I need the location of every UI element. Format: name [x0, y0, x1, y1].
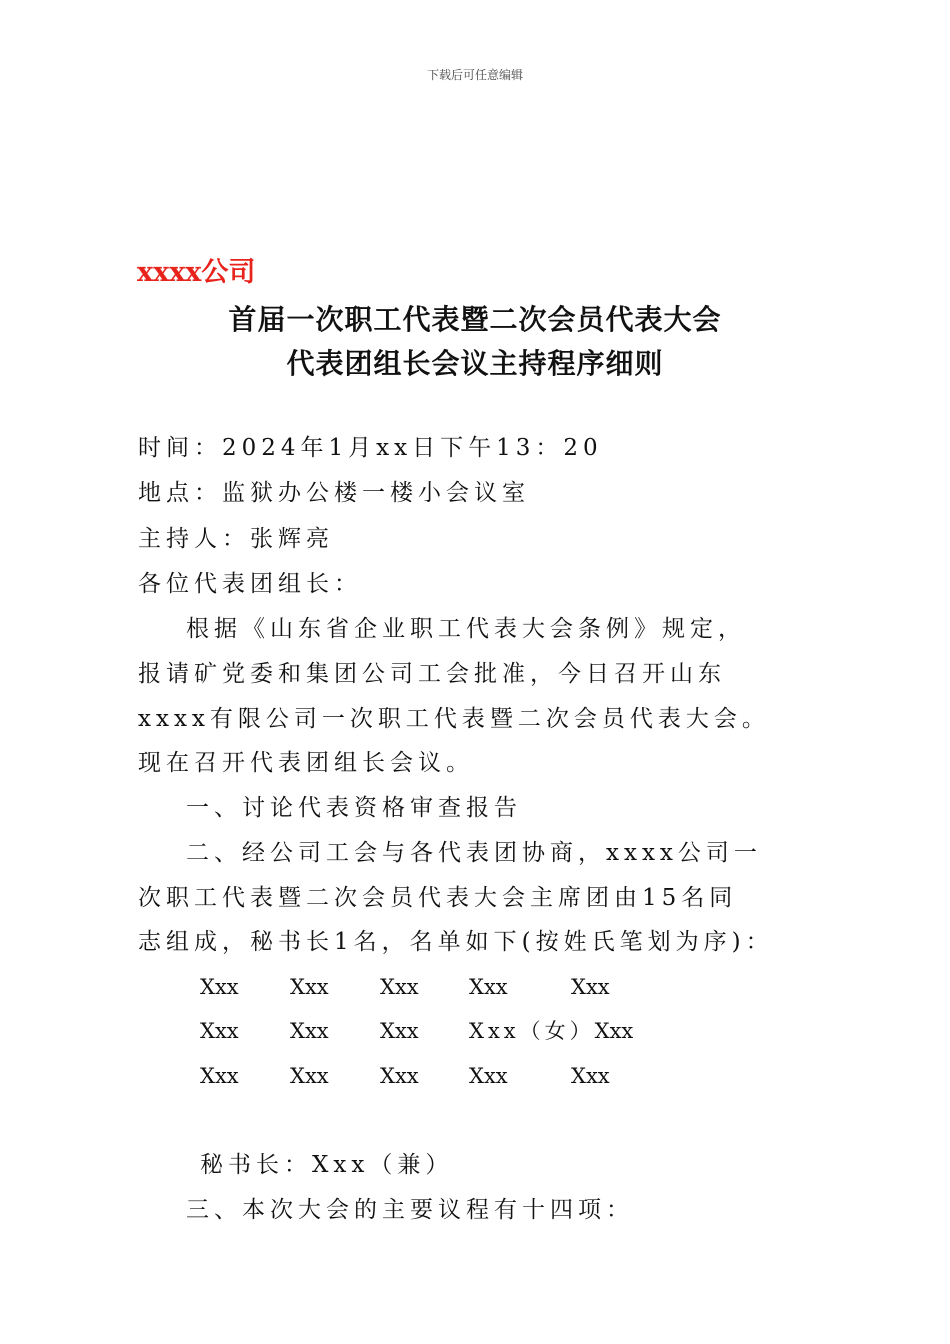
presidium-member: Xxx: [469, 975, 508, 999]
header-note: 下载后可任意编辑: [426, 68, 523, 82]
paragraph-line: xxxx有限公司一次职工代表暨二次会员代表大会。: [138, 706, 770, 732]
presidium-member: Xxx: [571, 1064, 610, 1088]
meeting-time: 时间：2024年1月xx日下午13：20: [138, 435, 603, 461]
presidium-member: Xxx: [380, 975, 419, 999]
name-row-3: [200, 1061, 610, 1091]
document-title-line-2: 代表团组长会议主持程序细则: [286, 347, 664, 380]
meeting-place: 地点：监狱办公楼一楼小会议室: [138, 480, 530, 506]
paragraph-line: 报请矿党委和集团公司工会批准，今日召开山东: [138, 661, 726, 687]
secretary-general: 秘书长：Xxx（兼）: [200, 1152, 454, 1178]
presidium-member: Xxx: [290, 1064, 329, 1088]
name-row-1: [200, 972, 610, 1002]
presidium-member: Xxx: [571, 975, 610, 999]
meeting-host: 主持人：张辉亮: [138, 526, 334, 552]
presidium-member: Xxx: [469, 1064, 508, 1088]
presidium-member: Xxx: [290, 975, 329, 999]
agenda-item-3: 三、本次大会的主要议程有十四项：: [186, 1197, 634, 1223]
presidium-member: Xxx: [290, 1019, 329, 1043]
presidium-member: Xxx: [200, 975, 239, 999]
presidium-member: Xxx: [200, 1019, 239, 1043]
presidium-member: Xxx: [380, 1019, 419, 1043]
name-row-2: [200, 1016, 633, 1046]
greeting: 各位代表团组长：: [138, 571, 362, 597]
agenda-item-2-line: 二、经公司工会与各代表团协商，xxxx公司一: [186, 840, 762, 866]
agenda-item-2-line: 次职工代表暨二次会员代表大会主席团由15名同: [138, 885, 738, 911]
presidium-member: Xxx: [200, 1064, 239, 1088]
company-name: xxxx公司: [137, 257, 256, 288]
presidium-member: Xxx（女）: [469, 1019, 595, 1043]
presidium-member: Xxx: [380, 1064, 419, 1088]
paragraph-line: 现在召开代表团组长会议。: [138, 750, 474, 776]
agenda-item-2-line: 志组成，秘书长1名，名单如下(按姓氏笔划为序)：: [138, 929, 774, 955]
paragraph-line: 根据《山东省企业职工代表大会条例》规定，: [186, 616, 746, 642]
presidium-member: Xxx: [594, 1019, 634, 1043]
agenda-item-1: 一、讨论代表资格审查报告: [186, 795, 522, 821]
document-title-line-1: 首届一次职工代表暨二次会员代表大会: [228, 303, 722, 336]
